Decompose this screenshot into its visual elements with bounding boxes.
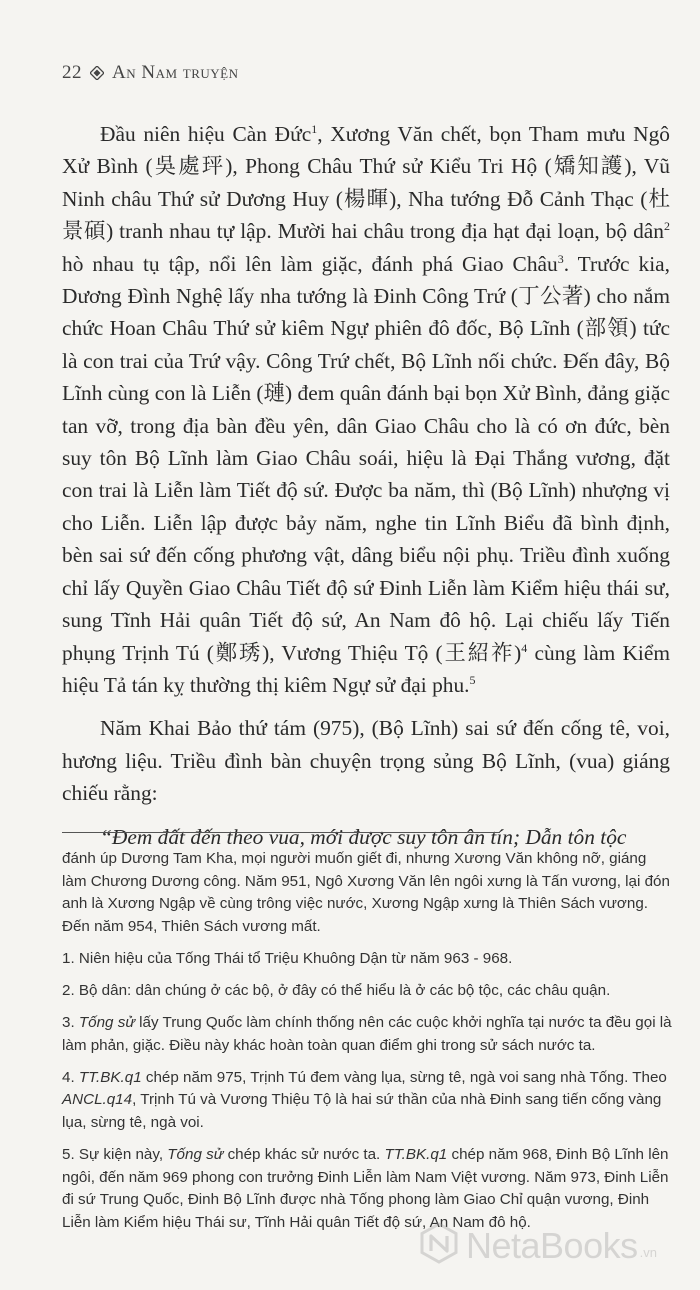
diamond-ornament-icon — [90, 66, 104, 80]
main-text — [62, 118, 670, 853]
footnote-ref: 2 — [664, 219, 670, 234]
footnote-ref: 4 — [521, 640, 528, 655]
footnote-4: 4. TT.BK.q1 chép năm 975, Trịnh Tú đem vàng lụa, sừng tê, ngà voi sang nhà Tống. Theo ANCL.q14, Trịnh Tú và Vương Thiệu Tộ là hai sứ thần của nhà Đinh sang tiến cống vàng lụa, sừng tê, ngà voi. — [62, 1068, 667, 1131]
footnote-separator — [62, 832, 500, 833]
footnote-ref: 1 — [311, 121, 318, 136]
footnote-2: 2. Bộ dân: dân chúng ở các bộ, ở đây có thể hiểu là ở các bộ tộc, các châu quận. — [62, 981, 611, 999]
netabooks-logo-icon — [418, 1222, 460, 1269]
watermark — [418, 1222, 657, 1269]
watermark-tld: .vn — [639, 1245, 657, 1260]
footnote-3: 3. Tống sử lấy Trung Quốc làm chính thống nên các cuộc khởi nghĩa tại nước ta đều gọi là làm phản, giặc. Điều này khác hoàn toàn quan điểm ghi trong sử sách nước ta. — [62, 1014, 672, 1054]
running-title: An Nam truyện — [112, 62, 239, 83]
footnotes — [62, 848, 674, 1234]
footnote-continued: đánh úp Dương Tam Kha, mọi người muốn giết đi, nhưng Xương Văn không nỡ, giáng làm Chương Dương công. Năm 951, Ngô Xương Văn lên ngôi xưng là Tấn vương, lại đón anh là Xương Ngập về cùng trông việc nước, Xương Ngập xưng là Thiên Sách vương. Đến năm 954, Thiên Sách vương mất. — [62, 850, 670, 935]
footnote-5: 5. Sự kiện này, Tống sử chép khác sử nước ta. TT.BK.q1 chép năm 968, Đinh Bộ Lĩnh lên ngôi, đến năm 969 phong con trưởng Đinh Liễn làm Nam Việt vương. Năm 973, Đinh Liễn đi sứ Trung Quốc, Đinh Bộ Lĩnh được nhà Tống phong làm Giao Chỉ quận vương, Đinh Liễn làm Kiểm hiệu Thái sư, Tĩnh Hải quân Tiết độ sứ, An Nam đô hộ. — [62, 1146, 669, 1231]
running-header — [62, 62, 239, 84]
footnote-ref: 5 — [469, 672, 476, 687]
page-number: 22 — [62, 62, 82, 83]
paragraph: Đầu niên hiệu Càn Đức$^1$, Xương Văn chết, bọn Tham mưu Ngô Xử Bình (吳處玶), Phong Châu Thứ sử Kiểu Tri Hộ (矯知護), Vũ Ninh châu Thứ sử Dương Huy (楊暉), Nha tướng Đỗ Cảnh Thạc (杜景碩) tranh nhau tự lập. Mười hai châu trong địa hạt đại loạn, bộ dân$^2$ hò nhau tụ tập, nổi lên làm giặc, đánh phá Giao Châu$^3$. Trước kia, Dương Đình Nghệ lấy nha tướng là Đinh Công Trứ (丁公著) cho nắm chức Hoan Châu Thứ sử kiêm Ngự phiên đô đốc, Bộ Lĩnh (部領) tức là con trai của Trứ vậy. Công Trứ chết, Bộ Lĩnh nối chức. Đến đây, Bộ Lĩnh cùng con là Liễn (璉) đem quân đánh bại bọn Xử Bình, đảng giặc tan vỡ, trong địa bàn đều yên, dân Giao Châu cho là có ơn đức, bèn suy tôn Bộ Lĩnh làm Giao Châu soái, hiệu là Đại Thắng vương, đặt con trai là Liễn làm Tiết độ sứ. Được ba năm, thì (Bộ Lĩnh) nhượng vị cho Liễn. Liễn lập được bảy năm, nghe tin Lĩnh Biểu đã bình định, bèn sai sứ đến cống phương vật, dâng biểu nội phụ. Triều đình xuống chỉ lấy Quyền Giao Châu Tiết độ sứ Đinh Liễn làm Kiểm hiệu thái sư, sung Tĩnh Hải quân Tiết độ sứ, An Nam đô hộ. Lại chiếu lấy Tiến phụng Trịnh Tú (鄭琇), Vương Thiệu Tộ (王紹祚)$^4$ cùng làm Kiểm hiệu Tả tán kỵ thường thị kiêm Ngự sử đại phu.$^5$ — [62, 121, 671, 697]
paragraph: Năm Khai Bảo thứ tám (975), (Bộ Lĩnh) sai sứ đến cống tê, voi, hương liệu. Triều đình bàn chuyện trọng sủng Bộ Lĩnh, (vua) giáng chiếu rằng: — [62, 716, 670, 806]
footnote-ref: 3 — [557, 251, 564, 266]
quotation: “Đem đất đến theo vua, mới được suy tôn ân tín; Dẫn tôn tộc — [100, 824, 627, 849]
watermark-brand: NetaBooks — [466, 1224, 638, 1266]
footnote-1: 1. Niên hiệu của Tống Thái tổ Triệu Khuông Dận từ năm 963 - 968. — [62, 949, 513, 967]
